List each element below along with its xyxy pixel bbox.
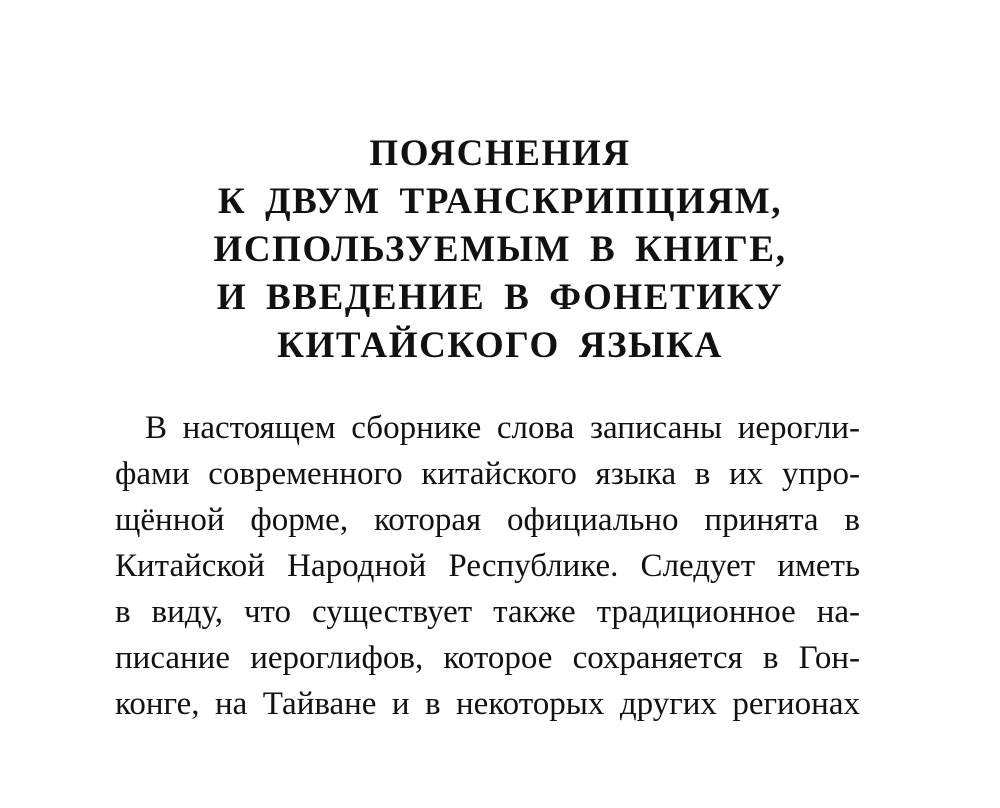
heading-line-5: КИТАЙСКОГО ЯЗЫКА	[277, 325, 723, 366]
body-line-4: Китайской Народной Республике. Следует иметь	[115, 548, 860, 584]
body-line-1: В настоящем сборнике слова записаны иерогли-	[145, 410, 860, 446]
heading-line-4: И ВВЕДЕНИЕ В ФОНЕТИКУ	[216, 277, 784, 318]
body-line-7: конге, на Тайване и в некоторых других регионах	[115, 686, 860, 722]
body-paragraph	[115, 405, 860, 727]
body-line-6: писание иероглифов, которое сохраняется в Гон-	[115, 640, 860, 676]
body-line-3: щённой форме, которая официально принята в	[115, 502, 860, 538]
heading-line-1: ПОЯСНЕНИЯ	[369, 133, 631, 174]
section-heading	[100, 130, 900, 370]
body-line-2: фами современного китайского языка в их упро-	[115, 456, 860, 492]
body-line-5: в виду, что существует также традиционное на-	[115, 594, 860, 630]
heading-line-3: ИСПОЛЬЗУЕМЫМ В КНИГЕ,	[213, 229, 787, 270]
heading-line-2: К ДВУМ ТРАНСКРИПЦИЯМ,	[217, 181, 783, 222]
